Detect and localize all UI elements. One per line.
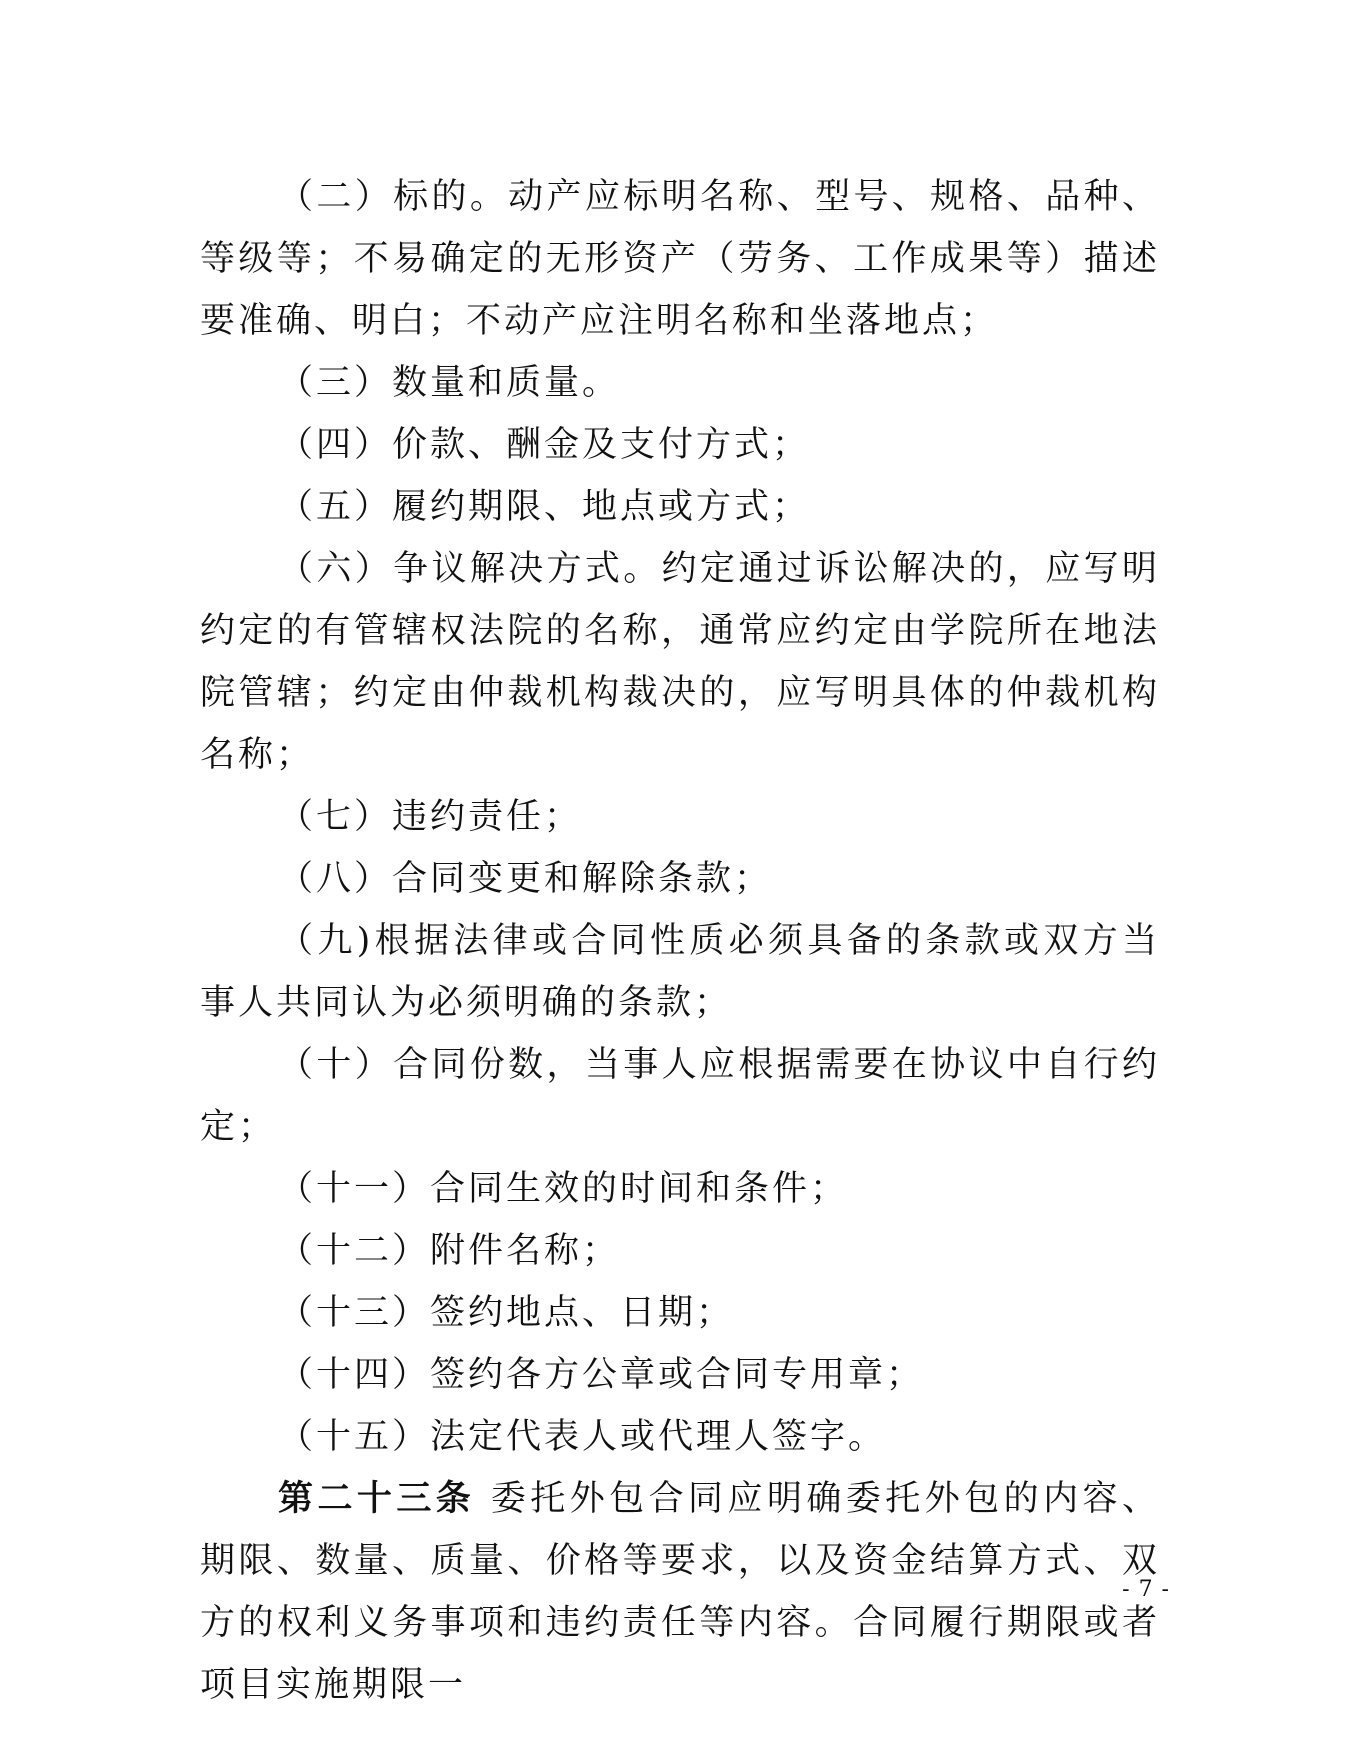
clause-paragraph: （十三）签约地点、日期； xyxy=(278,1293,735,1333)
clause-paragraph: （十）合同份数，当事人应根据需要在协议中自行约定； xyxy=(200,1045,1160,1147)
clause-paragraph: （十四）签约各方公章或合同专用章； xyxy=(278,1355,925,1395)
clause-paragraph: （十五）法定代表人或代理人签字。 xyxy=(278,1417,887,1457)
document-body xyxy=(200,166,1160,1716)
article-text: 委托外包合同应明确委托外包的内容、期限、数量、质量、价格等要求，以及资金结算方式、双方的权利义务事项和违约责任等内容。合同履行期限或者项目实施期限一 xyxy=(200,1479,1160,1705)
clause-paragraph: （十一）合同生效的时间和条件； xyxy=(278,1169,849,1209)
clause-paragraph: （九)根据法律或合同性质必须具备的条款或双方当事人共同认为必须明确的条款； xyxy=(200,921,1160,1023)
clause-paragraph: （七）违约责任； xyxy=(278,797,583,837)
clause-paragraph: （四）价款、酬金及支付方式； xyxy=(278,425,811,465)
clause-paragraph: （二）标的。动产应标明名称、型号、规格、品种、等级等；不易确定的无形资产（劳务、工作成果等）描述要准确、明白；不动产应注明名称和坐落地点； xyxy=(200,177,1160,341)
article-label: 第二十三条 xyxy=(278,1479,476,1519)
clause-paragraph: （八）合同变更和解除条款； xyxy=(278,859,773,899)
clause-paragraph: （三）数量和质量。 xyxy=(278,363,621,403)
clause-paragraph: （六）争议解决方式。约定通过诉讼解决的，应写明约定的有管辖权法院的名称，通常应约定由学院所在地法院管辖；约定由仲裁机构裁决的，应写明具体的仲裁机构名称； xyxy=(200,549,1160,775)
clause-paragraph: （十二）附件名称； xyxy=(278,1231,621,1271)
article-paragraph xyxy=(200,1468,1160,1716)
page-number: - 7 - xyxy=(1122,1577,1170,1602)
clause-paragraph: （五）履约期限、地点或方式； xyxy=(278,487,811,527)
